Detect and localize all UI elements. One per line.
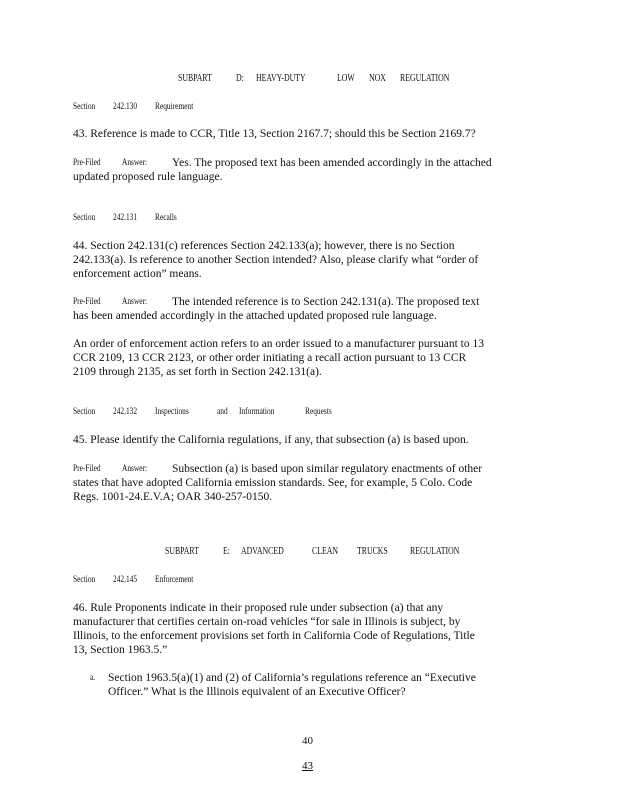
section-label: Section <box>73 407 96 417</box>
section-title-word: Information <box>239 407 275 417</box>
question-46-line-4: 13, Section 1963.5.” <box>73 644 168 656</box>
section-number: 242.131 <box>113 213 138 223</box>
heading-word: SUBPART <box>178 73 212 84</box>
heading-word: REGULATION <box>400 73 450 84</box>
heading-word: SUBPART <box>165 546 199 557</box>
section-label: Section <box>73 213 96 223</box>
paragraph-44-line-3: 2109 through 2135, as set forth in Section 242.131(a). <box>73 366 322 378</box>
heading-word: D: <box>236 73 244 84</box>
prefiled-label: Pre-Filed <box>73 158 101 168</box>
section-title-word: and <box>217 407 228 417</box>
section-label: Section <box>73 102 96 112</box>
section-title: Enforcement <box>155 575 194 585</box>
section-number: 242.130 <box>113 102 138 112</box>
paragraph-44-line-2: CCR 2109, 13 CCR 2123, or other order initiating a recall action pursuant to 13 CCR <box>73 352 467 364</box>
answer-45-line-3: Regs. 1001-24.E.V.A; OAR 340-257-0150. <box>73 491 273 503</box>
answer-44-line-1: The intended reference is to Section 242.131(a). The proposed text <box>172 296 480 308</box>
answer-43-line-2: updated proposed rule language. <box>73 171 223 183</box>
answer-45-line-2: states that have adopted California emission standards. See, for example, 5 Colo. Code <box>73 477 473 489</box>
heading-word: LOW <box>337 73 355 84</box>
heading-word: E: <box>223 546 230 557</box>
section-number: 242.145 <box>113 575 138 585</box>
heading-word: TRUCKS <box>357 546 388 557</box>
section-label: Section <box>73 575 96 585</box>
page-number-alt: 43 <box>302 760 313 772</box>
heading-word: HEAVY-DUTY <box>256 73 306 84</box>
question-43: 43. Reference is made to CCR, Title 13, Section 2167.7; should this be Section 2169.7? <box>73 128 476 140</box>
section-title-word: Inspections <box>155 407 189 417</box>
answer-label: Answer: <box>122 297 148 307</box>
heading-word: REGULATION <box>410 546 460 557</box>
section-title-word: Requests <box>305 407 332 417</box>
section-title: Requirement <box>155 102 194 112</box>
heading-word: ADVANCED <box>241 546 284 557</box>
heading-word: CLEAN <box>312 546 339 557</box>
question-46a-line-1: Section 1963.5(a)(1) and (2) of California’s regulations reference an “Executive <box>108 672 476 684</box>
question-46-line-3: Illinois, to the enforcement provisions set forth in California Code of Regulations, Title <box>73 630 475 642</box>
question-44-line-2: 242.133(a). Is reference to another Section intended? Also, please clarify what “order of <box>73 254 479 266</box>
question-46a-line-2: Officer.” What is the Illinois equivalent of an Executive Officer? <box>108 686 406 698</box>
question-44-line-1: 44. Section 242.131(c) references Section 242.133(a); however, there is no Section <box>73 240 455 252</box>
paragraph-44-line-1: An order of enforcement action refers to an order issued to a manufacturer pursuant to 13 <box>73 338 484 350</box>
question-44-line-3: enforcement action” means. <box>73 268 202 280</box>
list-marker-a: a. <box>90 673 96 683</box>
page-number: 40 <box>302 735 313 747</box>
heading-word: NOX <box>369 73 386 84</box>
question-45: 45. Please identify the California regulations, if any, that subsection (a) is based upon. <box>73 434 469 446</box>
section-number: 242.132 <box>113 407 138 417</box>
question-46-line-2: manufacturer that certifies certain on-road vehicles “for sale in Illinois is subject, by <box>73 616 461 628</box>
section-title: Recalls <box>155 213 177 223</box>
answer-43-line-1: Yes. The proposed text has been amended accordingly in the attached <box>172 157 492 169</box>
answer-45-line-1: Subsection (a) is based upon similar regulatory enactments of other <box>172 463 483 475</box>
answer-44-line-2: has been amended accordingly in the attached updated proposed rule language. <box>73 310 437 322</box>
prefiled-label: Pre-Filed <box>73 297 101 307</box>
prefiled-label: Pre-Filed <box>73 464 101 474</box>
question-46-line-1: 46. Rule Proponents indicate in their proposed rule under subsection (a) that any <box>73 602 444 614</box>
answer-label: Answer: <box>122 464 148 474</box>
answer-label: Answer: <box>122 158 148 168</box>
